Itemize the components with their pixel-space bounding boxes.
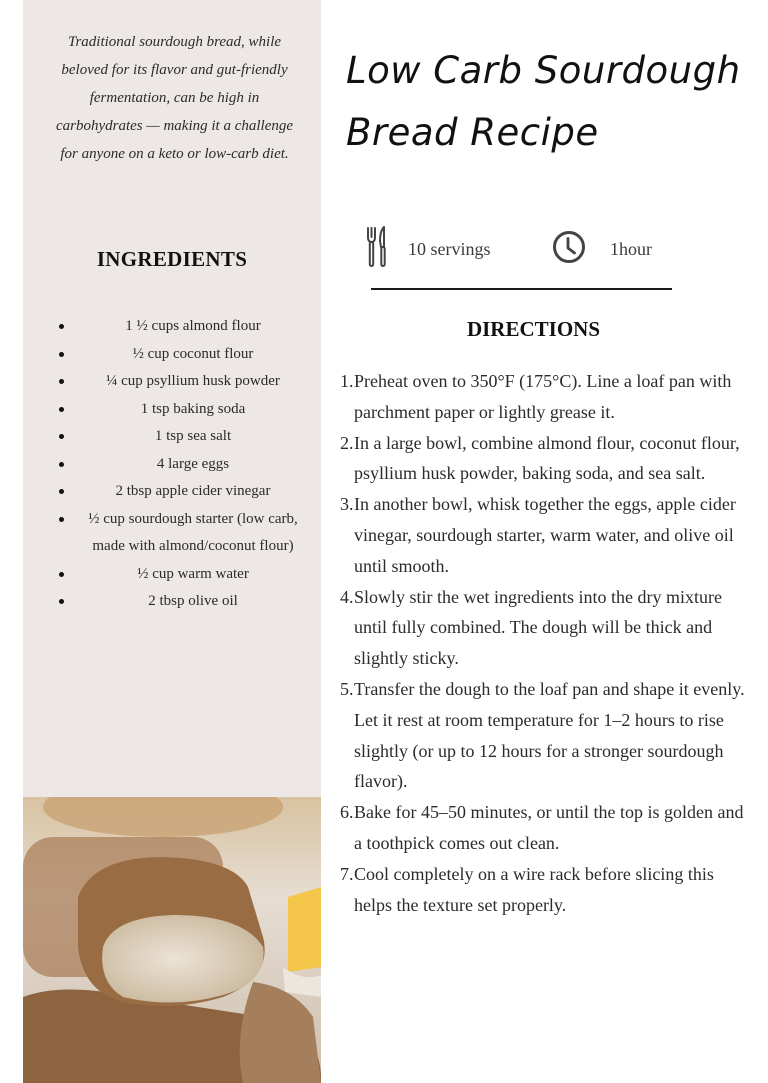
recipe-title — [346, 40, 746, 164]
bullet-icon — [59, 572, 64, 577]
ingredient-item: 2 tbsp apple cider vinegar — [23, 478, 321, 506]
bullet-icon — [59, 599, 64, 604]
bread-photo — [23, 797, 321, 1083]
step-text: Bake for 45–50 minutes, or until the top is golden and a toothpick comes out clean. — [354, 802, 744, 853]
ingredient-item: ½ cup sourdough starter (low carb, made with almond/coconut flour) — [23, 506, 321, 561]
step-text: Slowly stir the wet ingredients into the dry mixture until fully combined. The dough will be thick and slightly sticky. — [354, 586, 722, 669]
step-text: Cool completely on a wire rack before slicing this helps the texture set properly. — [354, 863, 714, 915]
servings-label: 10 servings — [408, 238, 491, 259]
ingredient-item: ½ cup coconut flour — [23, 341, 321, 369]
bullet-icon — [59, 352, 64, 357]
step-number: 3. — [340, 494, 354, 515]
directions-list — [340, 366, 752, 920]
ingredients-heading: INGREDIENTS — [96, 247, 248, 271]
ingredient-item: ¼ cup psyllium husk powder — [23, 368, 321, 396]
bullet-icon — [59, 324, 64, 329]
step-text: In another bowl, whisk together the eggs, apple cider vinegar, sourdough starter, warm water, and olive oil until smooth. — [354, 494, 736, 576]
ingredient-item: 1 ½ cups almond flour — [23, 313, 321, 341]
clock-icon — [552, 230, 586, 268]
servings-info — [366, 226, 491, 272]
title-line-1: Low Carb Sourdough — [346, 49, 741, 92]
bullet-icon — [59, 462, 64, 467]
intro-text: Traditional sourdough bread, while beloved for its flavor and gut-friendly fermentation, can be high in carbohydrates — making it a challenge for anyone on a keto or low-carb diet. — [55, 34, 294, 162]
recipe-meta — [366, 226, 686, 272]
direction-step — [340, 489, 752, 581]
step-number: 5. — [340, 678, 354, 699]
step-number: 2. — [340, 432, 354, 453]
step-number: 7. — [340, 863, 354, 884]
direction-step — [340, 428, 752, 490]
ingredient-item: 2 tbsp olive oil — [23, 588, 321, 616]
ingredient-item: 4 large eggs — [23, 451, 321, 479]
step-number: 4. — [340, 586, 354, 607]
direction-step — [340, 859, 752, 921]
direction-step — [340, 674, 752, 797]
step-text: Preheat oven to 350°F (175°C). Line a loaf pan with parchment paper or lightly grease it. — [354, 371, 732, 422]
ingredients-list — [23, 313, 321, 616]
direction-step — [340, 797, 752, 859]
bullet-icon — [59, 407, 64, 412]
bullet-icon — [59, 434, 64, 439]
ingredient-item: 1 tsp sea salt — [23, 423, 321, 451]
bread-photo-illustration — [23, 797, 321, 1083]
step-number: 6. — [340, 802, 354, 823]
time-label: 1hour — [610, 238, 652, 259]
bullet-icon — [59, 489, 64, 494]
fork-knife-icon — [366, 225, 388, 273]
step-number: 1. — [340, 371, 354, 391]
ingredient-item: ½ cup warm water — [23, 561, 321, 589]
directions-heading: DIRECTIONS — [466, 317, 601, 341]
direction-step — [340, 366, 752, 428]
step-text: In a large bowl, combine almond flour, coconut flour, psyllium husk powder, baking soda, and sea salt. — [354, 432, 740, 484]
ingredient-item: 1 tsp baking soda — [23, 396, 321, 424]
divider — [371, 288, 672, 290]
bullet-icon — [59, 517, 64, 522]
direction-step — [340, 582, 752, 674]
title-line-2: Bread Recipe — [346, 111, 599, 154]
step-text: Transfer the dough to the loaf pan and shape it evenly. Let it rest at room temperature for 1–2 hours to rise slightly (or up to 12 hours for a stronger sourdough flavor). — [354, 678, 745, 792]
bullet-icon — [59, 379, 64, 384]
time-info — [552, 226, 652, 272]
